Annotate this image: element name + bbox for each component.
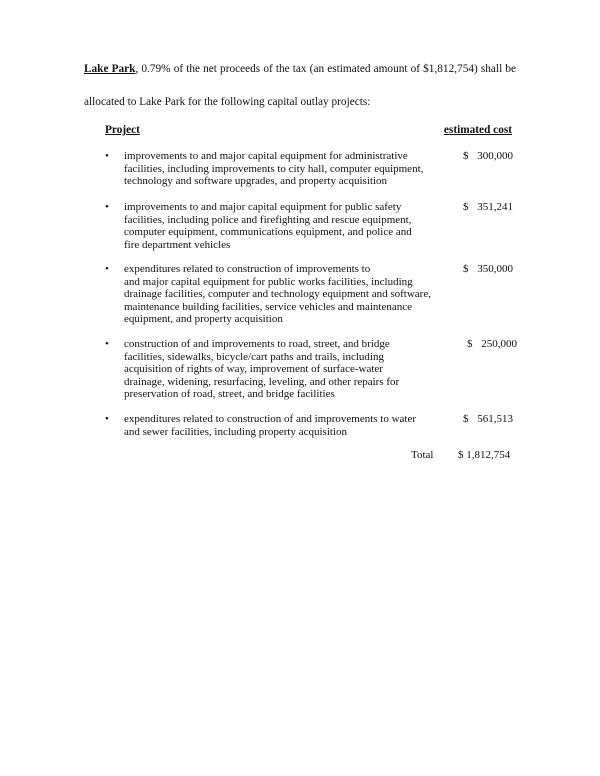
intro-line-1-text: , 0.79% of the net proceeds of the tax (an estimated amount of $1,812,754) shall be (135, 63, 516, 75)
description-line: facilities, sidewalks, bicycle/cart paths and trails, including (124, 350, 384, 363)
cost-amount: 561,513 (477, 413, 513, 425)
project-description (124, 413, 454, 438)
currency-symbol: $ (463, 413, 469, 425)
currency-symbol: $ (463, 150, 469, 162)
description-line: computer equipment, communications equipment, and police and (124, 226, 412, 239)
total-amount: $ 1,812,754 (458, 449, 511, 461)
bullet-icon: • (105, 263, 109, 275)
project-description (124, 263, 444, 326)
description-line: and sewer facilities, including property acquisition (124, 425, 347, 438)
total-label: Total (411, 449, 434, 461)
cost-amount: 300,000 (477, 150, 513, 162)
description-line: preservation of road, street, and bridge facilities (124, 388, 335, 401)
bullet-icon: • (105, 338, 109, 350)
currency-symbol: $ (463, 263, 469, 275)
project-description (124, 338, 434, 401)
bullet-icon: • (105, 201, 109, 213)
project-description (124, 201, 434, 251)
cost-amount: 350,000 (477, 263, 513, 275)
description-line: facilities, including police and firefighting and rescue equipment, (124, 213, 412, 226)
description-line: facilities, including improvements to city hall, computer equipment, (124, 162, 424, 175)
description-line: construction of and improvements to road, street, and bridge (124, 338, 390, 350)
bullet-icon: • (105, 413, 109, 425)
description-line: maintenance building facilities, service vehicles and maintenance (124, 300, 413, 313)
description-line: and major capital equipment for public works facilities, including (124, 275, 413, 288)
description-line: equipment, and property acquisition (124, 313, 283, 326)
cost-column-header: estimated cost (443, 124, 512, 136)
description-line: improvements to and major capital equipment for public safety (124, 201, 402, 213)
description-line: fire department vehicles (124, 238, 231, 251)
currency-symbol: $ (467, 338, 473, 350)
description-line: drainage, widening, resurfacing, leveling, and other repairs for (124, 375, 400, 388)
cost-amount: 250,000 (481, 338, 517, 350)
description-line: drainage facilities, computer and technology equipment and software, (124, 288, 431, 301)
cost-amount: 351,241 (477, 201, 513, 213)
intro-line-1 (84, 64, 516, 75)
description-line: expenditures related to construction of and improvements to water (124, 413, 417, 425)
project-column-header: Project (105, 124, 140, 136)
bullet-icon: • (105, 150, 109, 162)
intro-line-2: allocated to Lake Park for the following capital outlay projects: (84, 96, 371, 108)
entity-name: Lake Park (84, 63, 136, 75)
description-line: acquisition of rights of way, improvement of surface-water (124, 363, 383, 376)
project-description (124, 150, 434, 188)
description-line: expenditures related to construction of improvements to (124, 263, 371, 275)
currency-symbol: $ (463, 201, 469, 213)
description-line: improvements to and major capital equipment for administrative (124, 150, 408, 162)
description-line: technology and software upgrades, and property acquisition (124, 175, 388, 188)
